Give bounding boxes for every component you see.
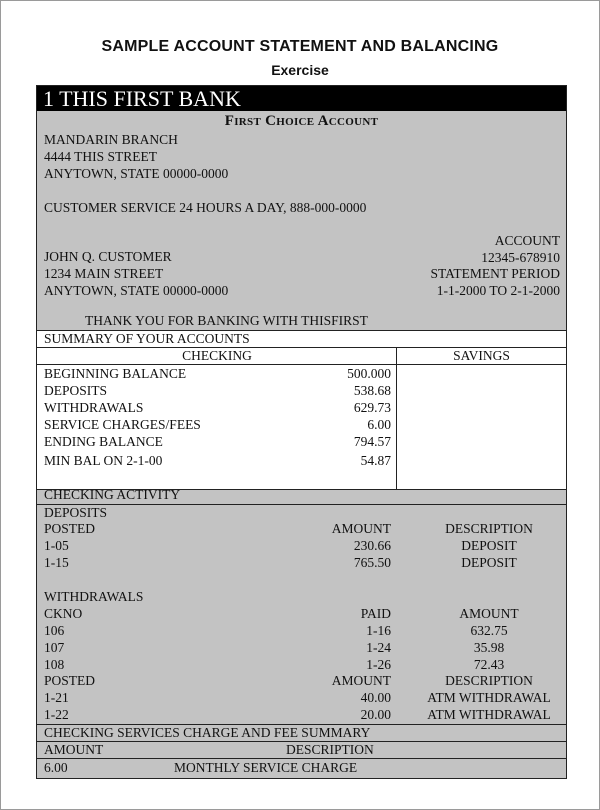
checks-col-ckno: CKNO: [44, 606, 83, 621]
check-number: 108: [44, 657, 65, 672]
savings-column-header: SAVINGS: [453, 348, 510, 363]
column-divider: [396, 347, 397, 489]
bank-name-bar: 1 THIS FIRST BANK: [37, 86, 566, 111]
branch-line: MANDARIN BRANCH: [44, 132, 178, 147]
summary-row-label: MIN BAL ON 2-1-00: [44, 453, 163, 468]
deposit-description: DEPOSIT: [461, 538, 517, 553]
summary-row-label: SERVICE CHARGES/FEES: [44, 417, 201, 432]
fees-col-description: DESCRIPTION: [286, 742, 374, 757]
fees-col-amount: AMOUNT: [44, 742, 104, 757]
page-subtitle: Exercise: [271, 62, 329, 78]
summary-row-label: BEGINNING BALANCE: [44, 366, 187, 381]
atm-col-posted: POSTED: [44, 673, 96, 688]
checks-col-paid: PAID: [360, 606, 391, 621]
atm-description: ATM WITHDRAWAL: [427, 690, 551, 705]
atm-col-amount: AMOUNT: [331, 673, 391, 688]
deposits-col-posted: POSTED: [44, 521, 96, 536]
deposits-col-amount: AMOUNT: [331, 521, 391, 536]
bank-statement: [36, 85, 567, 779]
statement-period-label: STATEMENT PERIOD: [430, 266, 560, 281]
checking-activity-heading: CHECKING ACTIVITY: [44, 487, 181, 502]
fee-amount: 6.00: [44, 760, 68, 775]
summary-row-label: WITHDRAWALS: [44, 400, 144, 415]
check-paid: 1-24: [366, 640, 391, 655]
check-paid: 1-16: [366, 623, 391, 638]
deposits-col-description: DESCRIPTION: [445, 521, 533, 536]
account-label: ACCOUNT: [494, 233, 560, 248]
branch-line: ANYTOWN, STATE 00000-0000: [44, 166, 229, 181]
atm-amount: 40.00: [360, 690, 391, 705]
atm-description: ATM WITHDRAWAL: [427, 707, 551, 722]
atm-amount: 20.00: [360, 707, 391, 722]
summary-heading: SUMMARY OF YOUR ACCOUNTS: [44, 331, 250, 346]
checks-col-amount: AMOUNT: [459, 606, 519, 621]
atm-posted: 1-21: [44, 690, 69, 705]
customer-service-line: CUSTOMER SERVICE 24 HOURS A DAY, 888-000-0000: [44, 200, 367, 215]
deposit-amount: 765.50: [353, 555, 391, 570]
summary-row-value: 629.73: [353, 400, 391, 415]
check-amount: 35.98: [473, 640, 505, 655]
summary-row-value: 54.87: [360, 453, 391, 468]
summary-row-value: 794.57: [353, 434, 391, 449]
deposit-description: DEPOSIT: [461, 555, 517, 570]
atm-posted: 1-22: [44, 707, 69, 722]
fee-summary-heading: CHECKING SERVICES CHARGE AND FEE SUMMARY: [44, 725, 371, 740]
fee-description: MONTHLY SERVICE CHARGE: [174, 760, 358, 775]
statement-period: 1-1-2000 TO 2-1-2000: [436, 283, 560, 298]
account-type-title: First Choice Account: [224, 113, 379, 129]
checking-column-header: CHECKING: [182, 348, 252, 363]
summary-row-value: 6.00: [367, 417, 391, 432]
summary-row-value: 538.68: [353, 383, 391, 398]
thank-you-message: THANK YOU FOR BANKING WITH THISFIRST: [85, 313, 368, 328]
check-number: 106: [44, 623, 65, 638]
check-number: 107: [44, 640, 65, 655]
summary-row-label: DEPOSITS: [44, 383, 108, 398]
deposit-posted: 1-05: [44, 538, 69, 553]
branch-line: 4444 THIS STREET: [44, 149, 158, 164]
page-title: SAMPLE ACCOUNT STATEMENT AND BALANCING: [101, 38, 499, 55]
divider: [37, 504, 566, 505]
deposit-amount: 230.66: [353, 538, 391, 553]
customer-line: 1234 MAIN STREET: [44, 266, 164, 281]
account-number: 12345-678910: [481, 250, 560, 265]
summary-row-value: 500.000: [347, 366, 391, 381]
customer-line: JOHN Q. CUSTOMER: [44, 249, 172, 264]
withdrawals-heading: WITHDRAWALS: [44, 589, 144, 604]
summary-row-label: ENDING BALANCE: [44, 434, 163, 449]
atm-col-description: DESCRIPTION: [445, 673, 533, 688]
customer-line: ANYTOWN, STATE 00000-0000: [44, 283, 229, 298]
deposits-heading: DEPOSITS: [44, 505, 108, 520]
check-amount: 632.75: [470, 623, 508, 638]
check-amount: 72.43: [473, 657, 505, 672]
deposit-posted: 1-15: [44, 555, 69, 570]
check-paid: 1-26: [366, 657, 391, 672]
